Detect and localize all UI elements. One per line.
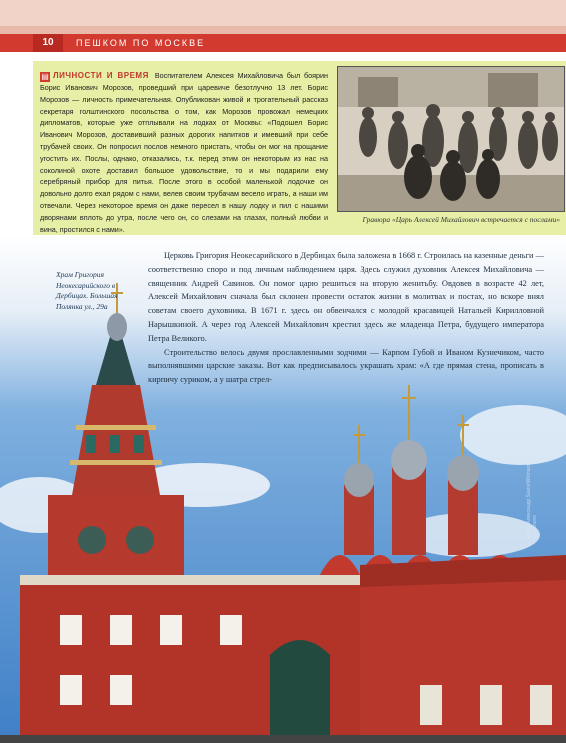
photo-credit: Фото: Александр Savin/Wikimedia Commons: [526, 460, 538, 538]
engraving-image: [337, 66, 565, 212]
article-paragraph: Строительство велось двумя прославленными зодчими — Карпом Губой и Иваном Кузнечиком, часто выполнявшими царские заказы. Вот как предписывалось украшать храм: «А где прямая стена, прописать в кирпичу суриком, а у шатра стрел-: [148, 347, 544, 385]
running-title: ПЕШКОМ ПО МОСКВЕ: [76, 38, 206, 48]
book-icon: ▤: [41, 72, 49, 81]
sidebar-body: Воспитателем Алексея Михайловича был боярин Борис Иванович Морозов, проведший при царевиче безотлучно 13 лет. Борис Морозов — личность примечательная. Опубликован живой и трогательный рассказ секретаря голштинского посольства о том, как Морозов провожал немецких дипломатов, которые уже отплывали на лодках от Москвы: «Подошел Борис Иванович Морозов, доставивший разных дорогих напитков и имевший при себе трубачей своих. Он попросил послов немного пристать, чтобы он мог на прощание угостить их. Послы, однако, отказались, т.к. перед этим он некоторым из нас на соколиной охоте доставил большое удовольствие, то и мы подарили ему серебряный прибор для питья. После этого в особой маленькой лодочке он довольно долго ехал рядом с нами, велев своим трубачам весело играть, а наши им отвечали. Через некоторое время он даже пересел в нашу лодку и пил с нашими дворянами вплоть до утра, после чего он, со слезами на глазах, полный любви и вина, простился с нами».: [40, 71, 329, 234]
engraving-illustration: [338, 67, 564, 211]
sidebar-text: [40, 70, 328, 235]
sidebar-heading: ЛИЧНОСТИ И ВРЕМЯ: [53, 71, 149, 80]
photo-caption: Храм Григория Неокесарийского в Дербицах. Большая Полянка ул., 29а: [56, 270, 118, 311]
article-paragraph: Церковь Григория Неокесарийского в Дербицах была заложена в 1668 г. Строилась на казенные деньги — соответственно споро и под личным наблюдением царя. Здесь служил духовник Алексея Михайловича — священник Андрей Савинов. Он помог царю решиться на вторую женитьбу. Овдовев в возрасте 42 лет, Алексей Михайлович сначала был склонен провести остаток жизни в молитвах и постах, но вскоре внял советам своего духовника. В 1671 г. здесь он обвенчался с молодой красавицей Натальей Кирилловной Нарышкиной. А через год Алексей Михайлович крестил здесь же младенца Петра, будущего императора Петра Великого.: [148, 251, 544, 343]
engraving-caption: Гравюра «Царь Алексей Михайлович встречается с послами»: [362, 215, 560, 224]
main-article: [148, 249, 544, 387]
page-number: 10: [33, 34, 63, 52]
